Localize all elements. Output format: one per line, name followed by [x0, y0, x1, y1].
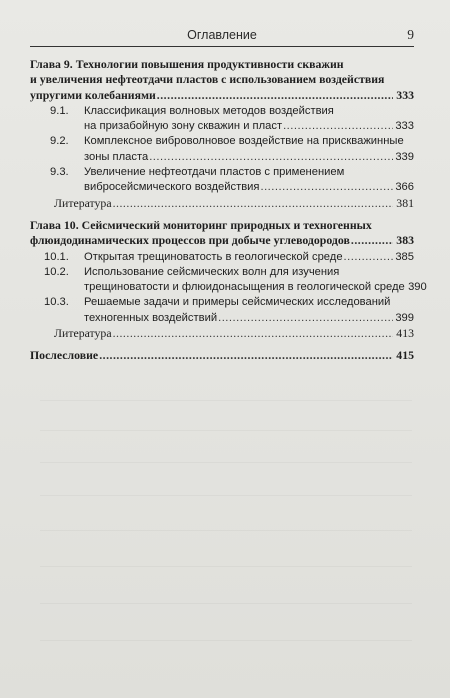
chapter-title-last-line [30, 88, 414, 103]
afterword-label: Послесловие [30, 348, 99, 363]
bleed-through-line [40, 462, 412, 463]
section-title-line: зоны пласта [84, 150, 149, 163]
page-ref: 399 [395, 311, 414, 324]
section-title-line: техногенных воздействий [84, 311, 218, 324]
section-number: 9.2. [50, 135, 69, 148]
chapter-title-line: флюидодинамических процессов при добыче углеводородов [30, 233, 350, 248]
bleed-through-line [40, 566, 412, 567]
literature-line [54, 326, 414, 341]
chapter-title-line: упругими колебаниями [30, 87, 156, 102]
section-title-line: на призабойную зону скважин и пласт [84, 120, 283, 133]
toc-section-10-3[interactable] [30, 295, 414, 326]
section-number: 9.3. [50, 166, 69, 179]
running-head: Оглавление [187, 28, 257, 42]
page-ref: 385 [395, 250, 414, 263]
chapter-title-line: Глава 10. Сейсмический мониторинг природных и техногенных [30, 217, 372, 232]
page-ref: 333 [395, 120, 414, 133]
page-ref: 381 [396, 195, 414, 210]
table-of-contents [30, 57, 427, 364]
bleed-through-line [40, 495, 412, 496]
section-title-line: Классификация волновых методов воздействия [84, 104, 334, 117]
toc-chapter-9[interactable] [30, 57, 414, 103]
chapter-title-line: и увеличения нефтеотдачи пластов с использованием воздействия [30, 72, 385, 87]
section-title-last-line [84, 250, 414, 265]
literature-line [54, 196, 414, 211]
leader-dots [283, 119, 393, 134]
leader-dots [149, 150, 393, 165]
toc-afterword[interactable] [30, 348, 414, 363]
bleed-through-line [40, 603, 412, 604]
literature-label: Литература [54, 326, 112, 341]
page-ref: 415 [396, 348, 414, 363]
page-ref: 366 [395, 181, 414, 194]
spacer [30, 211, 414, 218]
leader-dots [351, 233, 393, 248]
leader-dots [260, 180, 393, 195]
toc-literature-ch10[interactable] [30, 326, 414, 341]
section-number: 10.1. [44, 250, 69, 263]
toc-literature-ch9[interactable] [30, 196, 414, 211]
page-ref: 333 [396, 87, 414, 102]
leader-dots [344, 250, 393, 265]
bleed-through-line [40, 530, 412, 531]
toc-section-10-1[interactable] [30, 250, 414, 265]
section-number: 10.3. [44, 296, 69, 309]
toc-section-9-3[interactable] [30, 165, 414, 196]
section-title-line: трещиноватости и флюидонасыщения в геологической среде [84, 281, 405, 294]
page-ref: 390 [408, 281, 427, 294]
page-ref: 339 [395, 150, 414, 163]
leader-dots [113, 326, 393, 341]
section-title-last-line [84, 311, 414, 326]
section-number: 9.1. [50, 104, 69, 117]
section-title-last-line [84, 150, 414, 165]
section-number: 10.2. [44, 265, 69, 278]
section-title-line: Использование сейсмических волн для изучения [84, 265, 340, 278]
leader-dots [218, 311, 393, 326]
chapter-title-line: Глава 9. Технологии повышения продуктивности скважин [30, 57, 344, 71]
page-ref: 413 [396, 326, 414, 341]
section-title-last-line [84, 180, 414, 195]
afterword-line [30, 348, 414, 363]
toc-chapter-10[interactable] [30, 218, 414, 249]
literature-label: Литература [54, 195, 112, 210]
leader-dots [157, 88, 393, 103]
section-title-line: Открытая трещиноватость в геологической среде [84, 250, 343, 263]
section-title-line: Решаемые задачи и примеры сейсмических исследований [84, 296, 391, 309]
section-title-line: вибросейсмического воздействия [84, 181, 260, 194]
toc-section-10-2[interactable] [30, 265, 427, 296]
section-title-last-line [84, 119, 414, 134]
spacer [30, 341, 414, 348]
leader-dots [113, 196, 393, 211]
page-header [30, 24, 414, 47]
bleed-through-line [40, 400, 412, 401]
toc-section-9-2[interactable] [30, 134, 414, 165]
leader-dots [99, 348, 393, 363]
bleed-through-line [40, 640, 412, 641]
section-title-line: Комплексное виброволновое воздействие на прискважинные [84, 135, 404, 148]
chapter-title-last-line [30, 233, 414, 248]
section-title-last-line [84, 280, 427, 295]
page-number: 9 [407, 27, 414, 42]
toc-section-9-1[interactable] [30, 104, 414, 135]
bleed-through-line [40, 430, 412, 431]
page-ref: 383 [396, 233, 414, 248]
section-title-line: Увеличение нефтеотдачи пластов с применением [84, 166, 345, 179]
